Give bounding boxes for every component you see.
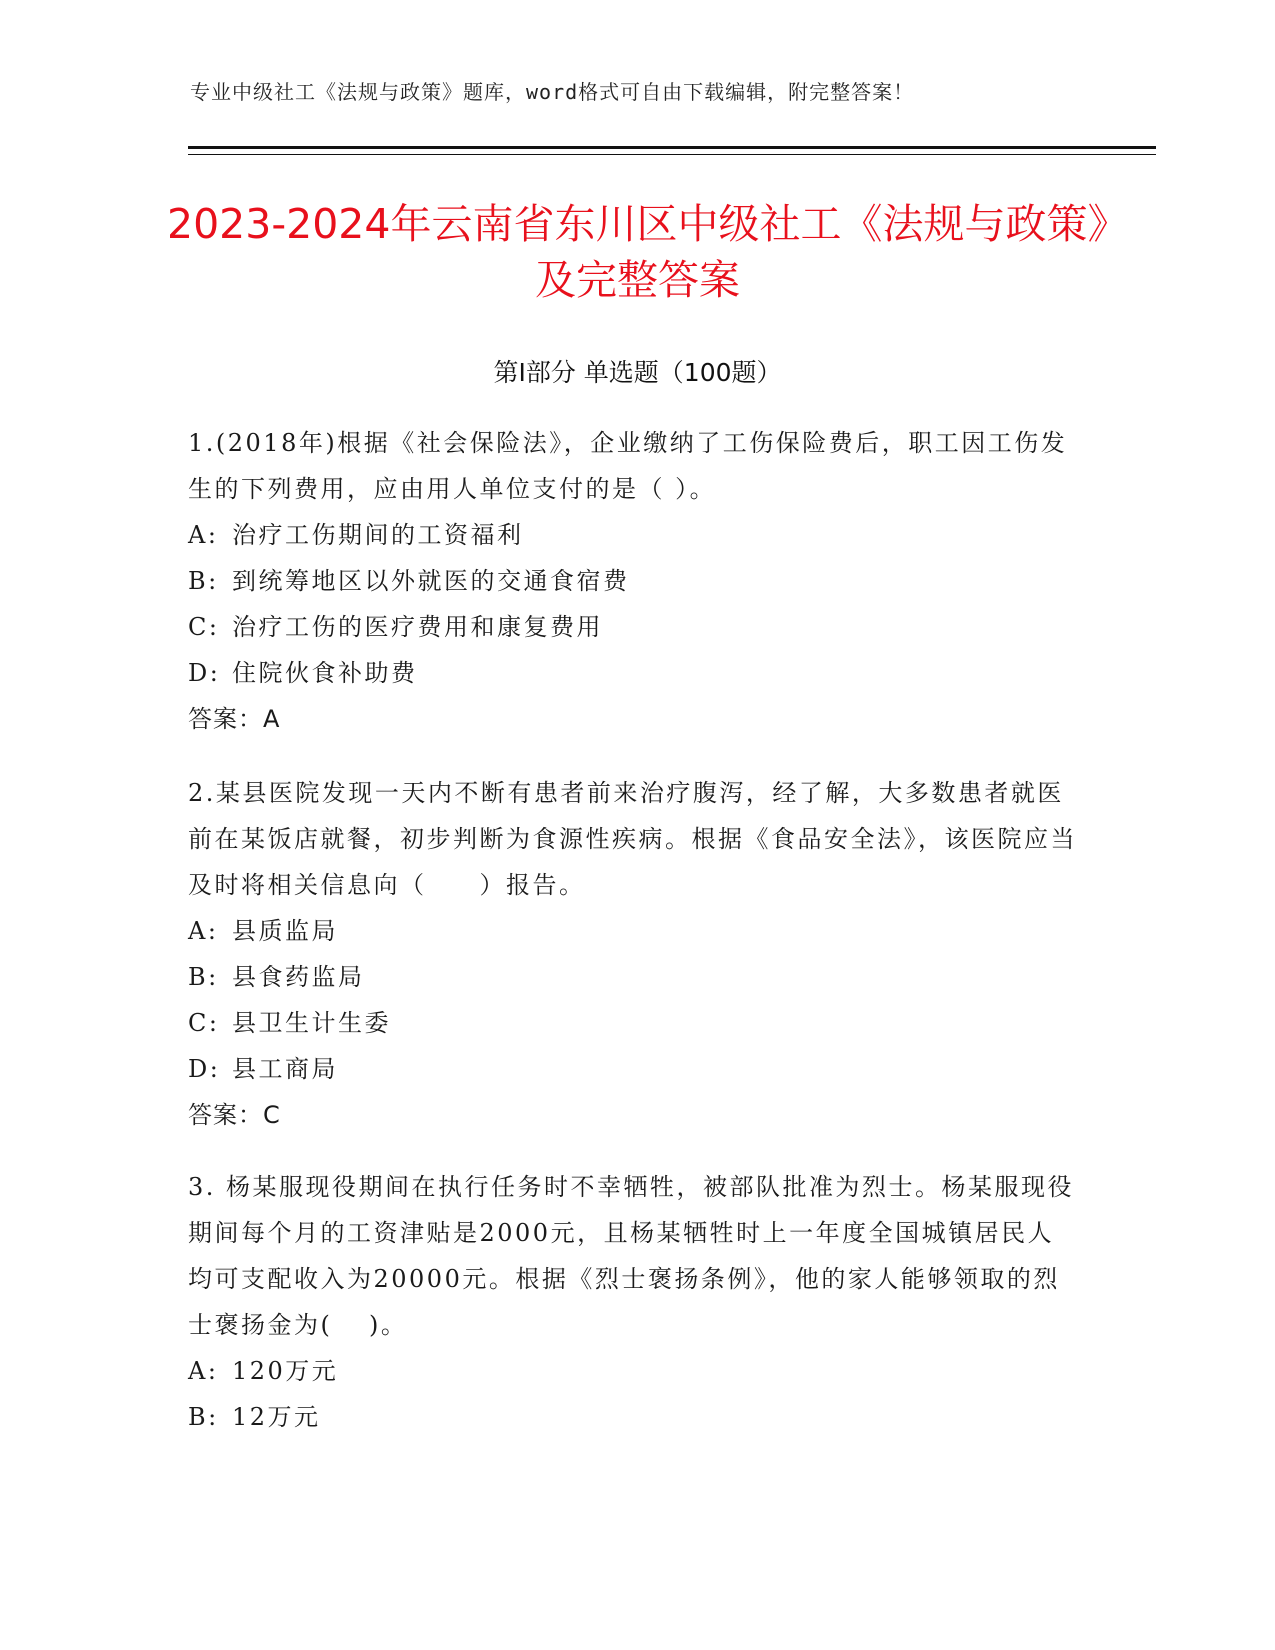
question-stem: 1.(2018年)根据《社会保险法》，企业缴纳了工伤保险费后，职工因工伤发生的下列费用，应由用人单位支付的是（ ）。 <box>188 429 1068 503</box>
option-key: D: <box>188 1055 221 1083</box>
question-1 <box>188 420 1078 742</box>
option-text: 治疗工伤的医疗费用和康复费用 <box>232 613 603 641</box>
option-text: 12万元 <box>232 1403 321 1431</box>
option-c <box>188 1000 1078 1046</box>
option-a <box>188 1348 1078 1394</box>
option-text: 县工商局 <box>232 1055 338 1083</box>
header-divider-thick <box>188 146 1156 149</box>
section-title: 第Ⅰ部分 单选题（100题） <box>493 358 782 387</box>
option-a <box>188 908 1078 954</box>
option-text: 住院伙食补助费 <box>232 659 418 687</box>
option-b <box>188 1394 1078 1440</box>
question-3 <box>188 1164 1078 1440</box>
option-text: 县质监局 <box>232 917 338 945</box>
option-key: C: <box>188 613 220 641</box>
question-2 <box>188 770 1078 1138</box>
option-key: A: <box>188 917 219 945</box>
option-key: A: <box>188 1357 219 1385</box>
option-b <box>188 954 1078 1000</box>
document-title: 2023-2024年云南省东川区中级社工《法规与政策》及完整答案 <box>167 200 1108 304</box>
option-c <box>188 604 1078 650</box>
header-note: 专业中级社工《法规与政策》题库，word格式可自由下载编辑，附完整答案！ <box>190 80 915 104</box>
option-key: D: <box>188 659 221 687</box>
option-a <box>188 512 1078 558</box>
option-text: 治疗工伤期间的工资福利 <box>232 521 524 549</box>
option-key: B: <box>188 1403 219 1431</box>
option-d <box>188 650 1078 696</box>
answer-line: 答案：A <box>188 705 281 733</box>
option-text: 120万元 <box>232 1357 339 1385</box>
option-key: A: <box>188 521 219 549</box>
header-divider-thin <box>188 154 1156 155</box>
option-key: B: <box>188 567 219 595</box>
option-text: 县食药监局 <box>232 963 365 991</box>
question-stem: 2.某县医院发现一天内不断有患者前来治疗腹泻，经了解，大多数患者就医前在某饭店就餐，初步判断为食源性疾病。根据《食品安全法》，该医院应当及时将相关信息向（ ）报告。 <box>188 779 1077 899</box>
question-stem: 3. 杨某服现役期间在执行任务时不幸牺牲，被部队批准为烈士。杨某服现役期间每个月的工资津贴是2000元，且杨某牺牲时上一年度全国城镇居民人均可支配收入为20000元。根据《烈士褒扬条例》，他的家人能够领取的烈士褒扬金为( )。 <box>188 1173 1075 1339</box>
answer-line: 答案：C <box>188 1101 281 1129</box>
option-key: C: <box>188 1009 220 1037</box>
option-text: 到统筹地区以外就医的交通食宿费 <box>232 567 630 595</box>
option-text: 县卫生计生委 <box>232 1009 391 1037</box>
option-key: B: <box>188 963 219 991</box>
option-d <box>188 1046 1078 1092</box>
option-b <box>188 558 1078 604</box>
